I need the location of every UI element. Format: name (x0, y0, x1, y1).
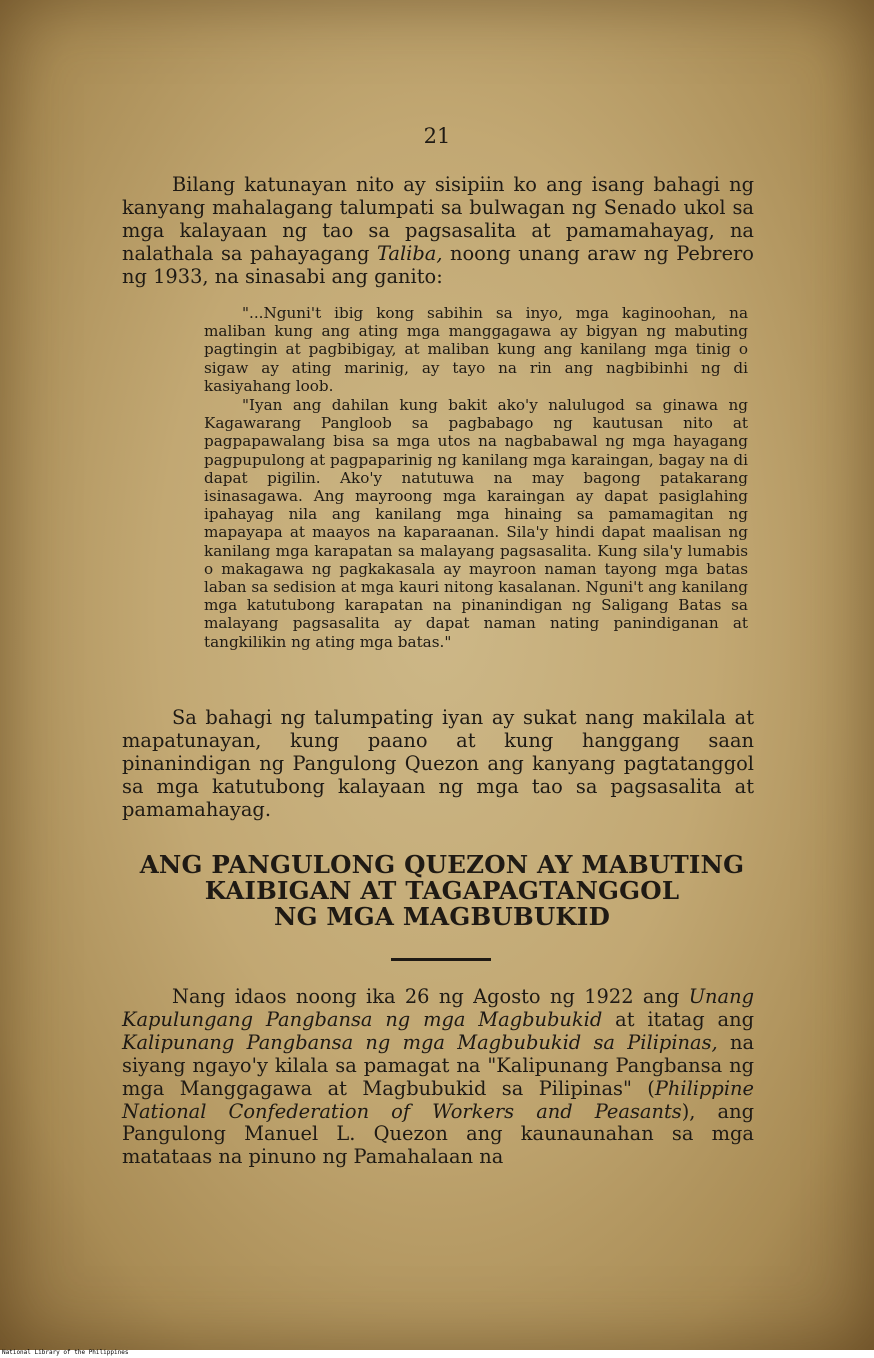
section-heading-line-2: KAIBIGAN AT TAGAPAGTANGGOL (204, 876, 680, 905)
section-divider (391, 958, 491, 961)
footer-strip (0, 1350, 874, 1358)
intro-paragraph (122, 174, 754, 289)
section-text: Nang idaos noong ika 26 ng Agosto ng 1922 ang Unang Kapulungang Pangbansa ng mga Magbubukid at itatag ang Kalipunang Pangbansa ng mga Magbubukid sa Pilipinas, na siyang ngayo'y kilala sa pamagat na "Kalipunang Pangbansa ng mga Manggagawa at Magbubukid sa Pilipinas" (Philippine National Confederation of Workers and Peasants), ang Pangulong Manuel L. Quezon ang kaunaunahan sa mga matataas na pinuno ng Pamahalaan na (122, 985, 755, 1169)
library-credit: National Library of the Philippines (2, 1349, 129, 1356)
italic-organization-1: Unang Kapulungang Pangbansa ng mga Magbubukid (122, 985, 754, 1031)
quote-paragraph-1: "...Nguni't ibig kong sabihin sa inyo, mga kaginoohan, na maliban kung ang ating mga manggagawa ay bigyan ng mabuting pagtingin at pagbibigay, at maliban kung ang kanilang mga tinig o sigaw ay ating marinig, ay tayo na rin ang nagbibinhi ng di kasiyahang loob. (204, 304, 748, 395)
after-quote-paragraph (122, 707, 754, 822)
section-paragraph (122, 986, 754, 1169)
page-number: 21 (423, 124, 451, 148)
section-heading-line-3: NG MGA MAGBUBUKID (273, 902, 611, 931)
section-heading (110, 852, 774, 930)
section-heading-line-1: ANG PANGULONG QUEZON AY MABUTING (139, 850, 745, 879)
newspaper-name: Taliba, (376, 241, 443, 265)
intro-text: Bilang katunayan nito ay sisipiin ko ang isang bahagi ng kanyang mahalagang talumpati sa bulwagan ng Senado ukol sa mga kalayaan ng tao sa pagsasalita at pamamahayag, na nalathala sa pahayagang Taliba, noong unang araw ng Pebrero ng 1933, na sinasabi ang ganito: (122, 173, 754, 288)
quote-paragraph-2: "Iyan ang dahilan kung bakit ako'y nalulugod sa ginawa ng Kagawarang Pangloob sa pagbabago ng kautusan nito at pagpapawalang bisa sa mga utos na nagbabawal ng mga hayagang pagpupulong at pagpaparinig ng kanilang mga karaingan, bagay na di dapat pigilin. Ako'y natutuwa na may bagong patakarang isinasagawa. Ang mayroong mga karaingan ay dapat pasiglahing ipahayag nila ang kanilang mga hinaing sa pamamagitan ng mapayapa at maayos na kaparaanan. Sila'y hindi dapat maalisan ng kanilang mga karapatan sa malayang pagsasalita. Kung sila'y lumabis o makagawa ng pagkakasala ay mayroon naman tayong mga batas laban sa sedision at mga kauri nitong kasalanan. Nguni't ang kanilang mga katutubong karapatan na pinanindigan ng Saligang Batas sa malayang pagsasalita ay dapat naman nating panindiganan at tangkilikin ng ating mga batas." (204, 396, 748, 651)
italic-organization-2: Kalipunang Pangbansa ng mga Magbubukid sa Pilipinas, (122, 1030, 718, 1054)
italic-organization-english: Philippine National Confederation of Workers and Peasants (122, 1076, 754, 1123)
block-quote (204, 304, 748, 651)
after-quote-text: Sa bahagi ng talumpating iyan ay sukat nang makilala at mapatunayan, kung paano at kung hanggang saan pinanindigan ng Pangulong Quezon ang kanyang pagtatanggol sa mga katutubong kalayaan ng mga tao sa pagsasalita at pamamahayag. (122, 706, 754, 821)
